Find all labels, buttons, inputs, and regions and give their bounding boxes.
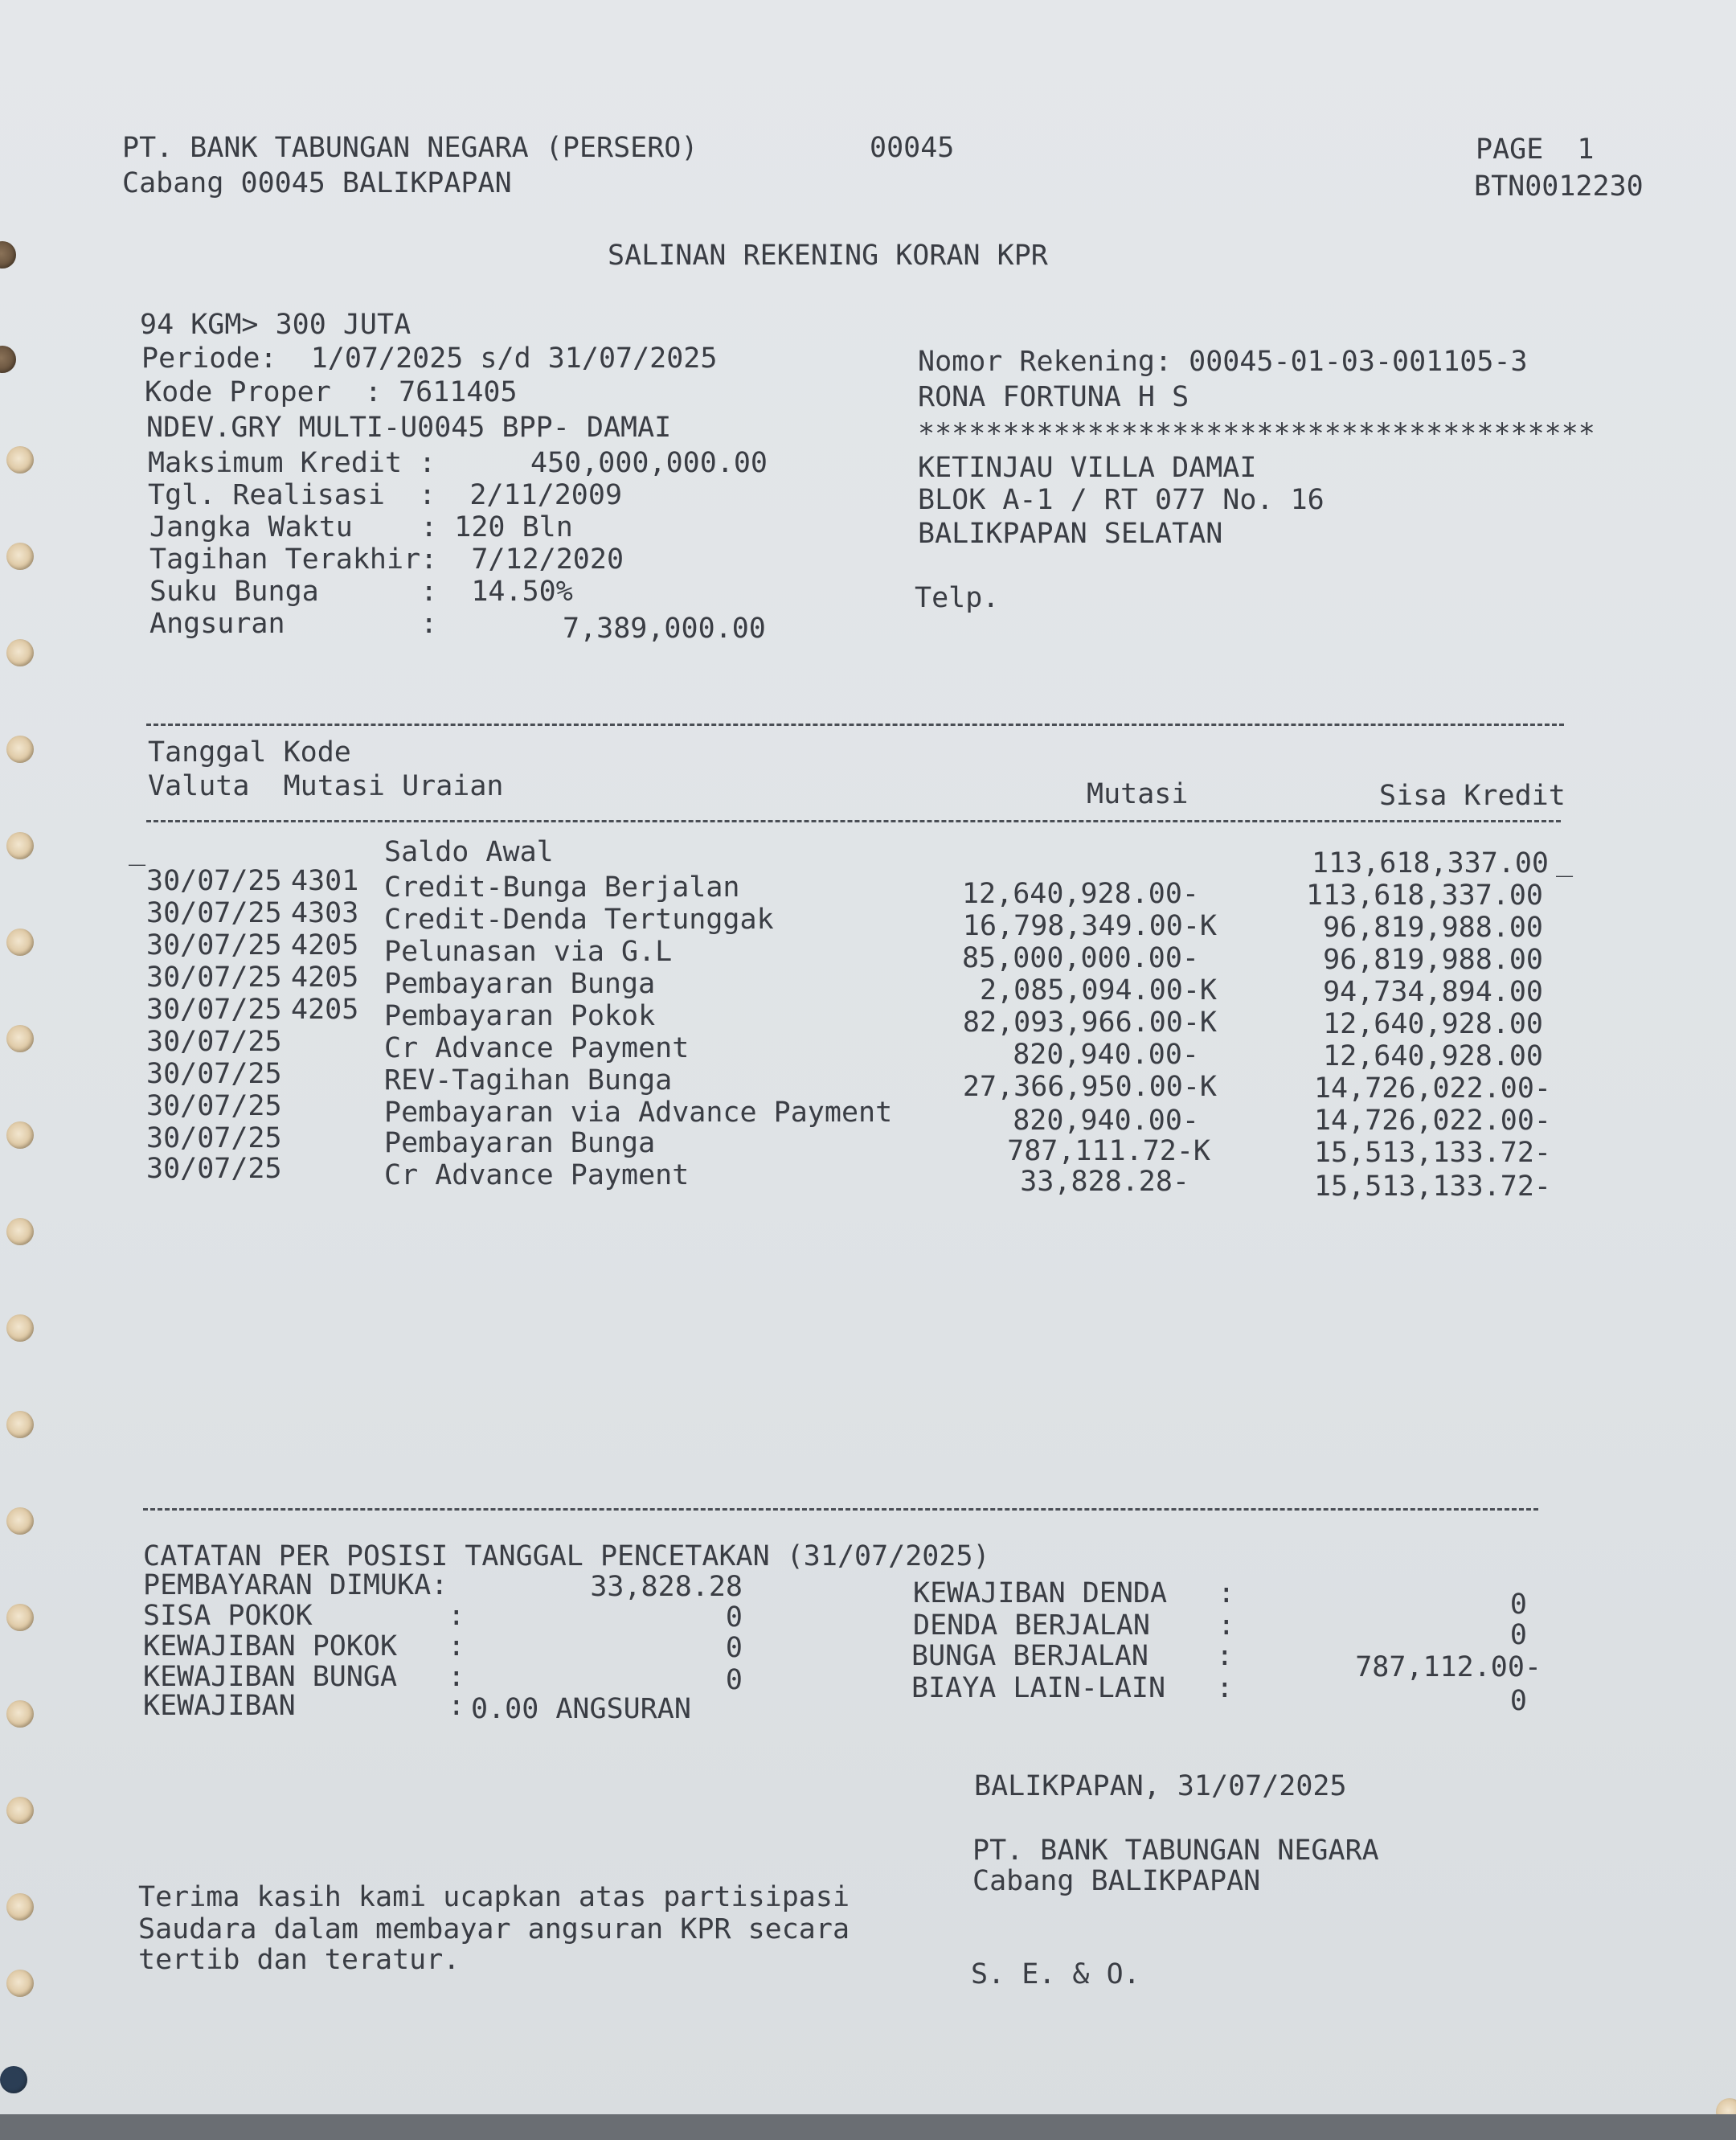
row-description: REV-Tagihan Bunga	[384, 1064, 673, 1097]
row-description: Cr Advance Payment	[384, 1159, 690, 1191]
background-surface	[0, 2114, 1736, 2140]
summary-label: DENDA BERJALAN :	[913, 1609, 1235, 1642]
summary-value: 0	[725, 1632, 743, 1664]
row-description: Credit-Denda Tertunggak	[384, 904, 774, 936]
row-date: 30/07/25	[146, 1090, 282, 1122]
kode-proper: Kode Proper : 7611405	[145, 376, 518, 408]
row-sisa: 94,734,894.00	[1323, 976, 1543, 1008]
col-header-date-code: Tanggal Kode	[148, 736, 351, 769]
saldo-trail-mark: _	[1556, 846, 1574, 878]
summary-label: KEWAJIBAN :	[143, 1690, 465, 1722]
row-date: 30/07/25	[146, 1058, 282, 1090]
summary-label: KEWAJIBAN DENDA :	[913, 1577, 1235, 1609]
row-sisa: 96,819,988.00	[1323, 944, 1543, 976]
row-code: 4303	[291, 897, 359, 929]
saldo-awal-value: 113,618,337.00	[1312, 847, 1550, 879]
row-mutasi: 82,093,966.00-K	[962, 1006, 1217, 1039]
row-description: Pembayaran via Advance Payment	[384, 1097, 893, 1129]
row-sisa: 15,513,133.72-	[1313, 1170, 1551, 1203]
feed-hole	[6, 1700, 34, 1728]
place-date: BALIKPAPAN, 31/07/2025	[974, 1770, 1347, 1802]
feed-hole	[6, 929, 34, 956]
feed-hole	[6, 543, 34, 570]
row-code: 4205	[291, 929, 359, 961]
feed-hole	[0, 2066, 27, 2093]
footer-bank-name: PT. BANK TABUNGAN NEGARA	[972, 1835, 1379, 1867]
row-mutasi: 27,366,950.00-K	[962, 1071, 1217, 1103]
feed-hole	[6, 1797, 34, 1824]
summary-label: KEWAJIBAN POKOK :	[143, 1630, 465, 1662]
row-mutasi: 16,798,349.00-K	[962, 910, 1217, 942]
row-date: 30/07/25	[146, 1153, 282, 1185]
row-description: Pembayaran Bunga	[384, 968, 656, 1000]
period: Periode: 1/07/2025 s/d 31/07/2025	[141, 342, 718, 375]
feed-hole	[6, 1218, 34, 1245]
row-mutasi: 820,940.00-	[1013, 1039, 1199, 1071]
summary-value: 0	[1509, 1589, 1527, 1621]
feed-hole	[0, 241, 16, 269]
separator-stars: ****************************************	[918, 418, 1595, 450]
row-description: Pembayaran Bunga	[384, 1127, 656, 1159]
document-code: BTN0012230	[1474, 170, 1644, 203]
branch-code: 00045	[870, 132, 955, 164]
summary-top-rule	[143, 1508, 1538, 1511]
installment-label: Angsuran :	[149, 608, 438, 640]
row-date: 30/07/25	[146, 994, 282, 1026]
row-date: 30/07/25	[146, 865, 282, 897]
max-credit-label: Maksimum Kredit :	[148, 447, 436, 479]
summary-label: BUNGA BERJALAN :	[911, 1640, 1234, 1672]
row-sisa: 12,640,928.00	[1323, 1008, 1543, 1040]
col-header-mutasi: Mutasi	[1087, 778, 1189, 810]
row-description: Credit-Bunga Berjalan	[384, 871, 740, 904]
thank-you-line-3: tertib dan teratur.	[138, 1944, 461, 1976]
page-number: PAGE 1	[1476, 133, 1595, 166]
summary-value: 0	[725, 1664, 743, 1696]
realization-date: Tgl. Realisasi : 2/11/2009	[148, 479, 623, 511]
address-line-2: BLOK A-1 / RT 077 No. 16	[918, 484, 1325, 516]
phone-label: Telp.	[915, 582, 1000, 614]
summary-value: 0	[1509, 1685, 1527, 1717]
row-description: Cr Advance Payment	[384, 1032, 690, 1064]
max-credit-value: 450,000,000.00	[530, 447, 768, 479]
row-mutasi: 2,085,094.00-K	[979, 974, 1217, 1006]
feed-hole	[6, 736, 34, 763]
summary-label: SISA POKOK :	[143, 1600, 465, 1632]
feed-hole	[6, 639, 34, 666]
thank-you-line-1: Terima kasih kami ucapkan atas partisipasi	[138, 1881, 850, 1913]
row-description: Pembayaran Pokok	[384, 1000, 656, 1032]
row-mutasi: 787,111.72-K	[1007, 1135, 1210, 1167]
row-sisa: 15,513,133.72-	[1313, 1137, 1551, 1169]
row-code: 4205	[291, 994, 359, 1026]
row-sisa: 14,726,022.00-	[1313, 1072, 1551, 1105]
customer-name: RONA FORTUNA H S	[918, 381, 1189, 413]
row-mutasi: 33,828.28-	[1020, 1166, 1189, 1198]
row-date: 30/07/25	[146, 929, 282, 961]
project-name: NDEV.GRY MULTI-U0045 BPP- DAMAI	[146, 412, 672, 444]
row-mutasi: 820,940.00-	[1013, 1105, 1199, 1137]
table-header-rule	[146, 820, 1561, 822]
row-mutasi: 12,640,928.00-	[961, 878, 1199, 910]
feed-hole	[6, 1411, 34, 1438]
summary-value: 0	[725, 1601, 743, 1634]
feed-hole	[6, 1604, 34, 1631]
installment-value: 7,389,000.00	[563, 613, 766, 645]
feed-hole	[6, 1970, 34, 1997]
row-date: 30/07/25	[146, 1122, 282, 1154]
row-code: 4301	[291, 865, 359, 897]
branch-name: Cabang 00045 BALIKPAPAN	[122, 167, 512, 199]
row-date: 30/07/25	[146, 961, 282, 994]
address-line-1: KETINJAU VILLA DAMAI	[918, 452, 1257, 484]
last-billing: Tagihan Terakhir: 7/12/2020	[149, 543, 624, 576]
summary-title: CATATAN PER POSISI TANGGAL PENCETAKAN (31/07/2025)	[143, 1540, 990, 1572]
feed-hole	[6, 1893, 34, 1921]
loan-term: Jangka Waktu : 120 Bln	[149, 511, 573, 543]
feed-hole	[6, 1121, 34, 1149]
bank-name: PT. BANK TABUNGAN NEGARA (PERSERO)	[122, 132, 698, 164]
col-header-valuta-uraian: Valuta Mutasi Uraian	[148, 770, 504, 802]
row-code: 4205	[291, 961, 359, 994]
feed-hole	[6, 446, 34, 474]
seo-mark: S. E. & O.	[971, 1958, 1140, 1990]
row-sisa: 96,819,988.00	[1323, 912, 1543, 944]
table-top-rule	[146, 724, 1564, 726]
thank-you-line-2: Saudara dalam membayar angsuran KPR secara	[138, 1913, 850, 1945]
feed-hole	[6, 832, 34, 859]
row-sisa: 14,726,022.00-	[1313, 1105, 1551, 1137]
row-description: Pelunasan via G.L	[384, 936, 673, 968]
row-sisa: 12,640,928.00	[1323, 1040, 1543, 1072]
loan-type: 94 KGM> 300 JUTA	[140, 309, 411, 341]
summary-label: KEWAJIBAN BUNGA :	[143, 1661, 465, 1693]
row-date: 30/07/25	[146, 1026, 282, 1058]
col-header-sisa-kredit: Sisa Kredit	[1379, 780, 1566, 812]
feed-hole	[6, 1025, 34, 1052]
feed-hole	[0, 346, 16, 373]
row-sisa: 113,618,337.00	[1305, 879, 1543, 912]
row-mutasi: 85,000,000.00-	[961, 942, 1199, 974]
feed-hole	[6, 1314, 34, 1342]
summary-label: PEMBAYARAN DIMUKA:	[143, 1569, 448, 1601]
address-line-3: BALIKPAPAN SELATAN	[918, 518, 1223, 550]
footer-branch: Cabang BALIKPAPAN	[972, 1865, 1261, 1897]
interest-rate: Suku Bunga : 14.50%	[149, 576, 573, 608]
summary-value: 0	[1509, 1619, 1527, 1651]
summary-value: 33,828.28	[590, 1571, 743, 1603]
row-date: 30/07/25	[146, 897, 282, 929]
saldo-mark: _	[129, 834, 146, 867]
feed-hole	[6, 1507, 34, 1535]
summary-label: BIAYA LAIN-LAIN :	[911, 1672, 1234, 1704]
account-number: Nomor Rekening: 00045-01-03-001105-3	[918, 346, 1528, 378]
saldo-awal-label: Saldo Awal	[384, 836, 554, 868]
summary-value: 787,112.00-	[1355, 1651, 1542, 1683]
page-title: SALINAN REKENING KORAN KPR	[608, 240, 1048, 272]
summary-value: 0.00 ANGSURAN	[471, 1693, 691, 1725]
